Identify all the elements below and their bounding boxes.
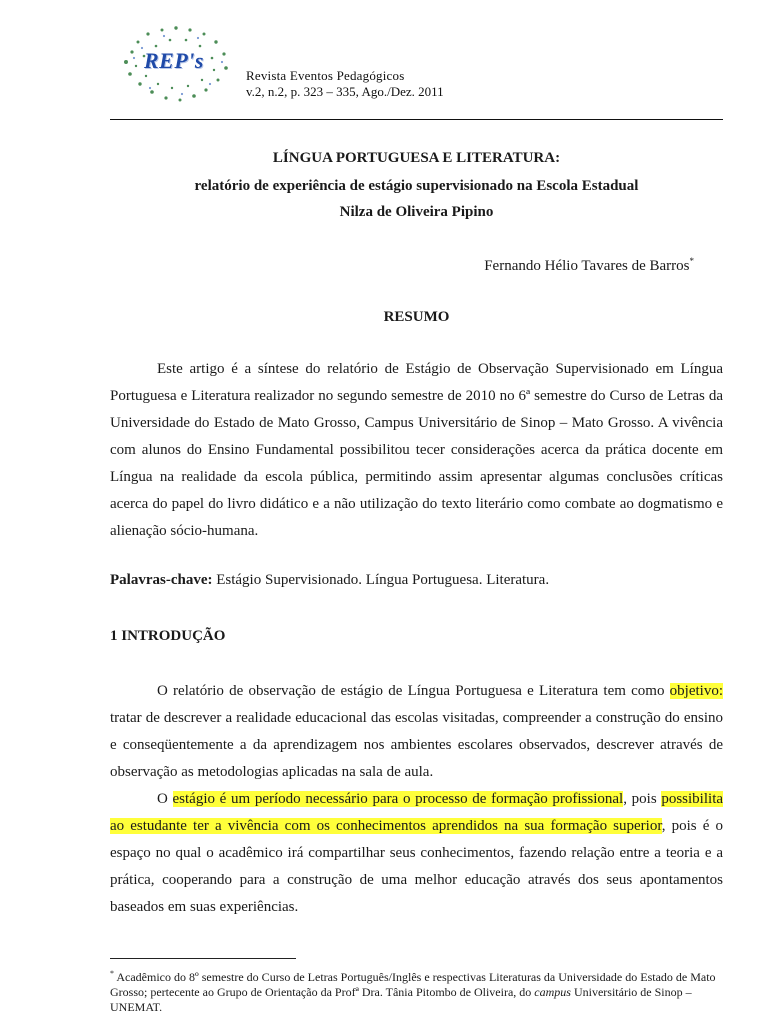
author-name: Fernando Hélio Tavares de Barros [484,258,690,274]
title-line-3: Nilza de Oliveira Pipino [339,204,494,220]
footnote-text-italic: campus [534,985,571,999]
title-line-2: relatório de experiência de estágio supervisionado na Escola Estadual [194,178,639,194]
journal-header [246,68,444,100]
footnote [110,966,723,1015]
intro-paragraph-1 [110,678,723,786]
journal-logo [118,22,238,106]
intro-p1-rest: tratar de descrever a realidade educacional das escolas visitadas, compreender a construção do ensino e conseqüentemente a da aprendizagem nos ambientes escolares observados, descrever através de observação as metodologias aplicadas na sala de aula. [110,710,723,780]
section-heading-introduction: 1 INTRODUÇÃO [110,628,226,644]
intro-p1-start: O relatório de observação de estágio de Língua Portuguesa e Literatura tem como [157,683,665,699]
intro-p2-mid: , pois [623,791,657,807]
abstract-paragraph: Este artigo é a síntese do relatório de Estágio de Observação Supervisionado em Língua Portuguesa e Literatura realizador no segundo semestre de 2010 no 6ª semestre do Curso de Letras da Universidade do Estado de Mato Grosso, Campus Universitário de Sinop – Mato Grosso. A vivência com alunos do Ensino Fundamental possibilitou tecer considerações acerca da prática docente em Língua na realidade da escola pública, permitindo assim apresentar algumas conclusões críticas acerca do papel do livro didático e a não utilização do texto literário como combate ao dogmatismo e alienação sócio-humana. [110,361,723,539]
highlight-estagio: estágio é um período necessário para o processo de formação profissional [172,791,624,807]
footnote-rule [110,958,296,959]
resumo-heading: RESUMO [383,309,450,325]
header-rule [110,119,723,120]
author-footnote-mark: * [689,256,694,266]
footnote-text-start: Acadêmico do 8º semestre do Curso de Letras Português/Inglês e respectivas Literaturas da Universidade do Estado de Mato Grosso; pertecente ao Grupo de Orientação da Profª Dra. Tânia Pitombo de Oliveira, do [110,970,716,999]
author [484,256,694,275]
keywords-text: Estágio Supervisionado. Língua Portuguesa. Literatura. [216,572,550,588]
footnote-text-end: Universitário de Sinop – UNEMAT. [110,985,692,1014]
footnote-mark: * [110,969,114,978]
title-line-1: LÍNGUA PORTUGUESA E LITERATURA: [272,150,561,166]
keywords [110,572,549,589]
intro-paragraph-2 [110,786,723,921]
highlight-objetivo: objetivo: [669,683,723,699]
highlight-possibilita: possibilita ao estudante ter a vivência com os conhecimentos aprendidos na sua formação superior [110,791,724,834]
logo-text: REP's [144,48,204,73]
intro-p2-start: O [157,791,168,807]
journal-issue: v.2, n.2, p. 323 – 335, Ago./Dez. 2011 [246,84,444,99]
journal-name: Revista Eventos Pedagógicos [246,68,405,83]
keywords-label: Palavras-chave: [110,572,213,588]
intro-p2-rest: , pois é o espaço no qual o acadêmico irá compartilhar seus conhecimentos, fazendo relação entre a teoria e a prática, cooperando para a construção de uma melhor educação através dos seus apontamentos baseados em suas experiências. [110,818,724,915]
